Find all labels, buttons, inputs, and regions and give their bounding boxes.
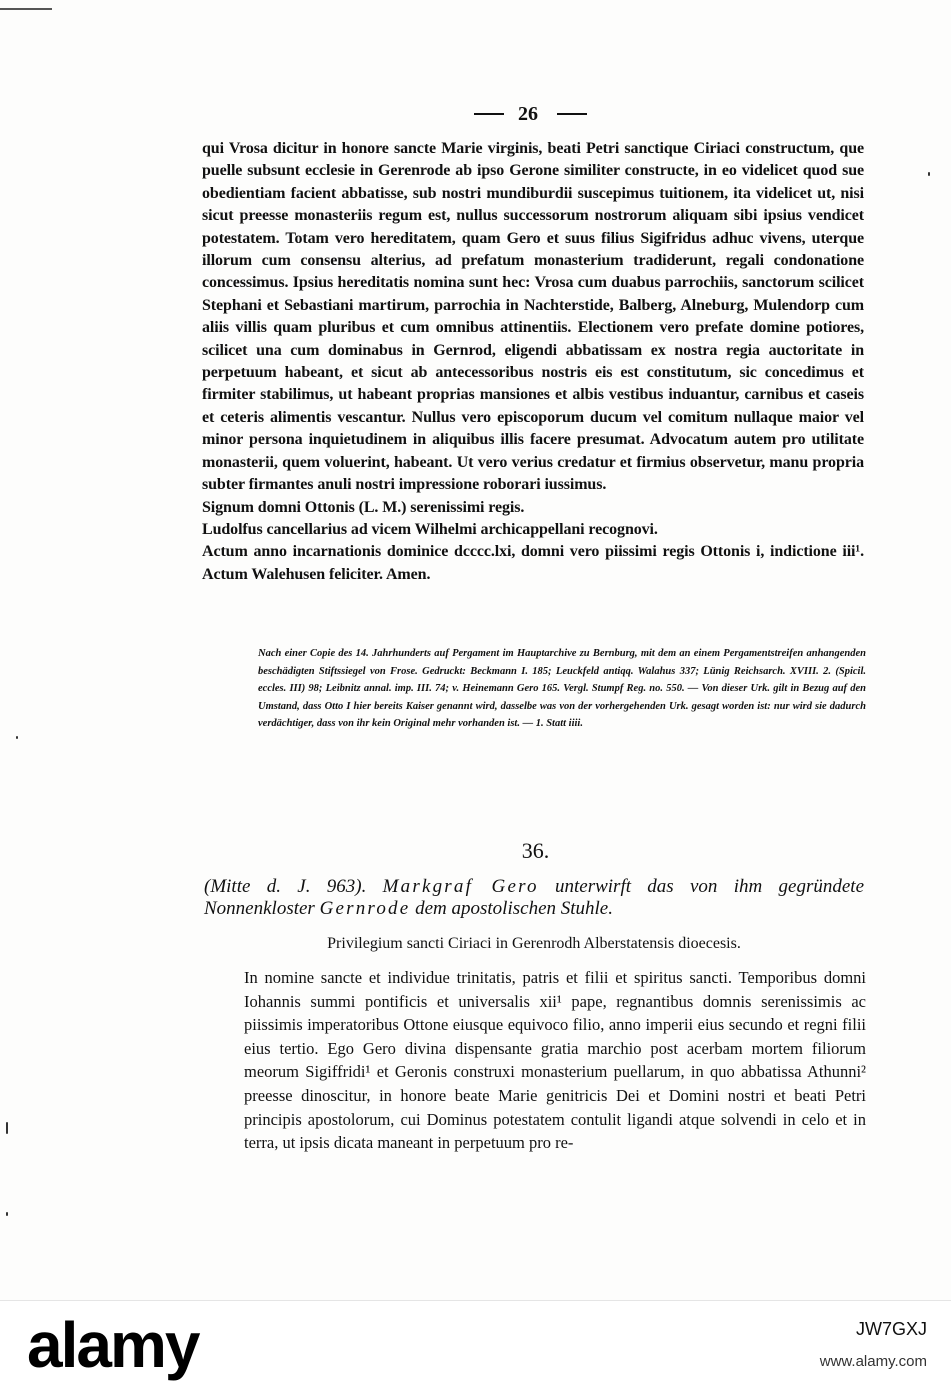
header-dash-right (557, 113, 587, 115)
watermark-stock-id: JW7GXJ (855, 1319, 927, 1339)
scan-mark-right-1 (928, 172, 930, 176)
scan-edge-rule (0, 8, 52, 10)
watermark-url: www.alamy.com (819, 1353, 927, 1370)
charter-35-footnote: Nach einer Copie des 14. Jahrhunderts auf Pergament im Hauptarchive zu Bernburg, mit dem an einem Pergamentstreifen anhangenden beschädigten Stiftssiegel von Frose. Gedruckt: Beckmann I. 185; Leuckfeld antiqq. Walahus 337; Lünig Reichsarch. XVIII. 2. (Spicil. eccles. III) 98; Leibnitz annal. imp. III. 74; v. Heinemann Gero 165. Vergl. Stumpf Reg. no. 550. — Von dieser Urk. gilt in Bezug auf den Umstand, dass Otto I hier bereits Kaiser genannt wird, dasselbe was von der vorhergehenden Urk. gesagt worden ist: nur wird sie dadurch verdächtiger, dass von ihr kein Original mehr vorhanden ist. — 1. Statt iiii. (258, 648, 866, 730)
watermark-logo: alamy (27, 1309, 199, 1381)
charter-35-text (202, 138, 864, 586)
charter-36-subtitle: Privilegium sancti Ciriaci in Gerenrodh Alberstatensis dioecesis. (327, 935, 741, 952)
scan-mark-left-1 (16, 736, 18, 739)
scan-mark-left-2 (6, 1122, 8, 1134)
charter-35-recognition: Ludolfus cancellarius ad vicem Wilhelmi archicappellani recognovi. (202, 520, 658, 538)
charter-36-body (244, 966, 866, 1155)
charter-35-signum: Signum domni Ottonis (L. M.) serenissimi regis. (202, 498, 525, 516)
charter-36-title-name: Markgraf Gero (382, 876, 539, 897)
charter-35-actum: Actum anno incarnationis dominice dcccc.lxi, domni vero piissimi regis Ottonis i, indictione iii¹. Actum Walehusen feliciter. Amen. (202, 543, 864, 583)
scan-mark-left-3 (6, 1212, 8, 1216)
page-header (0, 100, 951, 128)
charter-36-number: 36. (521, 838, 550, 863)
page-number: 26 (518, 103, 538, 125)
charter-36-date: (Mitte d. J. 963). (204, 876, 367, 897)
charter-35-paragraph: qui Vrosa dicitur in honore sancte Marie virginis, beati Petri sanctique Ciriaci constructum, que puelle subsunt ecclesie in Gerenrode ab ipso Gerone similiter constructe, in eo videlicet quod sue obedientiam facient abbatisse, sub nostri mundiburdii suscepimus tuitionem, ita videlicet ut, nisi sicut preesse monasteriis regum est, nullus successorum nostrorum aliquam sibi ipsius vendicet potestatem. Totam vero hereditatem, quam Gero et suus filius Sigifridus adhuc vivens, uterque illorum cum consensu alterius, ad prefatum monasterium tradiderunt, regali condonatione concessimus. Ipsius hereditatis nomina sunt hec: Vrosa cum duabus parrochiis, sanctorum scilicet Stephani et Sebastiani martirum, parrochia in Nachterstide, Balberg, Alneburg, Mulendorp cum aliis villis quam pluribus et cum omnibus attinentiis. Electionem vero prefate domine potiores, scilicet una cum dominabus in Gernrod, eligendi abbatissam ex nostra regia auctoritate in perpetuum habeant, et sicut ab antecessoribus nostris eis est constitutum, sic concedimus et firmiter stabilimus, ut habeant proprias mansiones et albis vestibus induantur, carnibus et caseis et ceteris alimentis vescantur. Nullus vero episcoporum ducum vel comitum nullaque maior vel minor persona inquietudinem in aliquibus illis facere presumat. Advocatum autem pro utilitate monasterii, quem voluerint, habeant. Ut vero verius credatur et firmius observetur, manu propria subter firmantes anuli nostri impressione roborari iussimus. (202, 140, 864, 494)
charter-36-title-place: Gernrode (319, 898, 411, 919)
charter-36-title-part-2: dem apostolischen Stuhle. (415, 898, 613, 919)
charter-36-title-part-1: unterwirft das von ihm gegründete Nonnenkloster (204, 876, 864, 919)
charter-36-paragraph: In nomine sancte et individue trinitatis, patris et filii et spiritus sancti. Temporibus domni Iohannis summi pontificis et universalis xii¹ pape, regnantibus domnis serenissimis ac piissimis imperatoribus Ottone eiusque equivoco filio, anno imperii eius secundo et regni filii eius tertio. Ego Gero divina dispensante gratia marchio post acerbam mortem filiorum meorum Sigiffridi¹ et Geronis construxi monasterium puellarum, in quo abbatissa Athunni² preesse dinoscitur, in honore beate Marie genitricis Dei et Domini nostri et beati Petri principis apostolorum, cui Dominus potestatem contulit ligandi atque solvendi in celo et in terra, ut ipsis dicata maneant in perpetuum pro re- (244, 968, 866, 1153)
charter-36-heading (204, 876, 864, 920)
header-dash-left (474, 113, 504, 115)
